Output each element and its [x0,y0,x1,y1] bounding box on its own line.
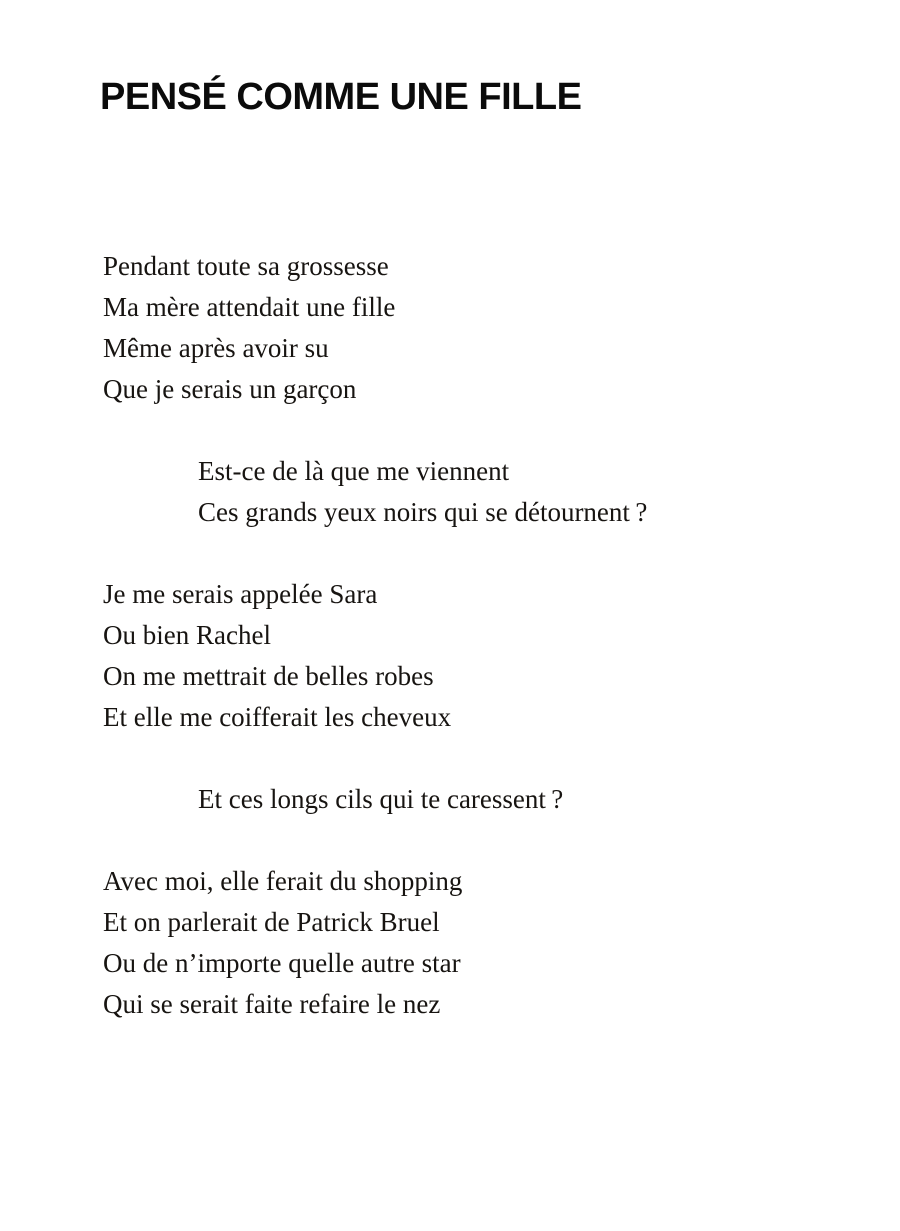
poem-line: Et elle me coifferait les cheveux [103,702,452,732]
poem-line: Pendant toute sa grossesse [103,251,389,281]
page-title: PENSÉ COMME UNE FILLE [100,76,582,118]
poem-line: Ces grands yeux noirs qui se détournent ? [198,497,648,527]
poem-line: Avec moi, elle ferait du shopping [103,866,463,896]
poem-line: Je me serais appelée Sara [103,579,378,609]
poem-line: Ma mère attendait une fille [103,292,396,322]
poem-line: On me mettrait de belles robes [103,661,434,691]
stanza-indented [103,451,647,533]
poem-line: Et on parlerait de Patrick Bruel [103,907,440,937]
stanza [103,246,647,410]
poem-line: Ou bien Rachel [103,620,271,650]
stanza [103,861,647,1025]
stanza [103,574,647,738]
poem-line: Que je serais un garçon [103,374,357,404]
poem-line: Qui se serait faite refaire le nez [103,989,441,1019]
poem-line: Et ces longs cils qui te caressent ? [198,784,564,814]
poem-line: Ou de n’importe quelle autre star [103,948,461,978]
stanza-indented [103,779,647,820]
poem-line: Est-ce de là que me viennent [198,456,510,486]
poem-body [103,246,647,1025]
poem-line: Même après avoir su [103,333,329,363]
